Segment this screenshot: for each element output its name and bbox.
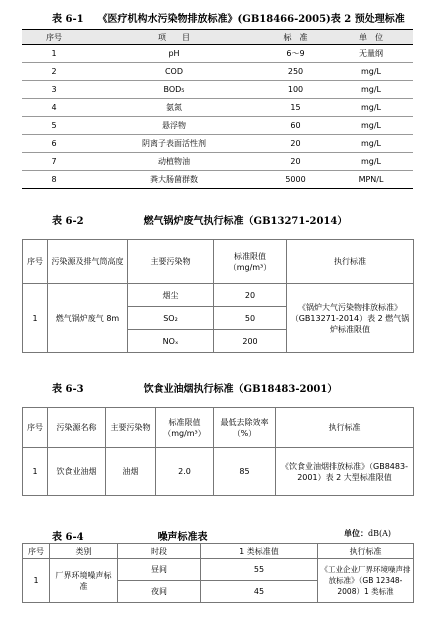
table-cell: 4: [22, 99, 86, 117]
table-cell: 3: [22, 81, 86, 99]
table-cell: 《饮食业油烟排放标准》（GB8483-2001）表 2 大型标准限值: [276, 448, 414, 496]
table-cell: 1: [22, 45, 86, 63]
table-cell: 6: [22, 135, 86, 153]
table-cell: 饮食业油烟: [48, 448, 106, 496]
table2-header-row: [23, 240, 414, 284]
table-cell: 氨氮: [86, 99, 262, 117]
table-cell: 1: [23, 559, 50, 603]
table-cell: 《工业企业厂界环境噪声排放标准》（GB 12348-2008）1 类标准: [318, 559, 414, 603]
table-cell: 20: [214, 284, 287, 307]
table4-caption: [52, 528, 208, 543]
table4-unit: [344, 528, 391, 539]
table3-caption: [52, 380, 337, 395]
table-cell: 20: [262, 135, 329, 153]
table-cell: 5000: [285, 175, 306, 184]
table-cell: 60: [262, 117, 329, 135]
table-cell: 250: [262, 63, 329, 81]
table-row: [23, 284, 414, 307]
table3-header-cell: 主要污染物: [106, 408, 156, 448]
table-cell: 粪大肠菌群数: [150, 175, 198, 184]
table-cell: 2.0: [156, 448, 214, 496]
table-cell: 动植物油: [86, 153, 262, 171]
table2-caption: [52, 212, 347, 227]
table-cell: 1: [23, 448, 48, 496]
table3: [22, 407, 414, 496]
table2-header-cell: 污染源及排气筒高度: [48, 240, 128, 284]
table3-header-cell: 执行标准: [276, 408, 414, 448]
table-cell: 100: [262, 81, 329, 99]
table-cell: BOD₅: [86, 81, 262, 99]
table2: [22, 239, 414, 353]
table-cell: MPN/L: [358, 175, 384, 184]
table1-caption: [52, 10, 405, 25]
table-row: [23, 559, 414, 581]
table-row: [22, 117, 413, 135]
table2-header-cell: 执行标准: [287, 240, 414, 284]
table-cell: mg/L: [329, 63, 413, 81]
table-cell: mg/L: [329, 135, 413, 153]
table-cell: 15: [262, 99, 329, 117]
table-cell: 5: [22, 117, 86, 135]
table3-header-cell: 序号: [23, 408, 48, 448]
table-cell: 阴离子表面活性剂: [86, 135, 262, 153]
table-row: [22, 153, 413, 171]
table-cell: 夜间: [118, 581, 201, 603]
table4-title: 噪声标准表: [157, 532, 208, 543]
table-cell: 20: [262, 153, 329, 171]
table1-number: 表 6-1: [52, 14, 84, 25]
table-cell: pH: [86, 45, 262, 63]
table1-title: 《医疗机构水污染物排放标准》(GB18466-2005)表 2 预处理标准: [97, 14, 405, 25]
table1-header-cell: 项 目: [86, 30, 262, 45]
table2-title: 燃气锅炉废气执行标准（GB13271-2014）: [143, 216, 348, 227]
table-cell: COD: [86, 63, 262, 81]
table1-header-cell: 单 位: [329, 30, 413, 45]
table-cell: 45: [201, 581, 318, 603]
table-cell: mg/L: [329, 153, 413, 171]
table3-header-cell: 污染源名称: [48, 408, 106, 448]
table2-header-cell: 主要污染物: [128, 240, 214, 284]
table4-header-cell: 序号: [23, 544, 50, 559]
table4-header-cell: 1 类标准值: [201, 544, 318, 559]
table1-header-cell: 序号: [22, 30, 86, 45]
table-row: [22, 45, 413, 63]
table-cell: 悬浮物: [86, 117, 262, 135]
table-row: [22, 135, 413, 153]
table3-number: 表 6-3: [52, 384, 84, 395]
table-row: [22, 99, 413, 117]
table-cell: 2: [22, 63, 86, 81]
table-cell: 7: [22, 153, 86, 171]
table-cell: 厂界环境噪声标准: [50, 559, 118, 603]
table4-number: 表 6-4: [52, 532, 84, 543]
table-cell: 油烟: [106, 448, 156, 496]
table1-header-row: [22, 30, 413, 45]
table1: [22, 29, 413, 189]
table3-header-row: [23, 408, 414, 448]
table-cell: 燃气锅炉废气 8m: [48, 284, 128, 353]
table4-header-row: [23, 544, 414, 559]
table4-header-cell: 类别: [50, 544, 118, 559]
table-cell: 《锅炉大气污染物排放标准》（GB13271-2014）表 2 燃气锅炉标准限值: [287, 284, 414, 353]
table-cell: 55: [201, 559, 318, 581]
unit-label: 单位：: [344, 528, 368, 538]
table-cell: 85: [214, 448, 276, 496]
table-cell: 1: [23, 284, 48, 353]
unit-value: dB(A): [368, 529, 392, 538]
table3-header-cell: 最低去除效率（%）: [214, 408, 276, 448]
table-cell: 无量纲: [329, 45, 413, 63]
table-cell: mg/L: [329, 99, 413, 117]
table-cell: SO₂: [128, 307, 214, 330]
table-cell: 8: [51, 175, 57, 184]
table1-header-cell: 标 准: [262, 30, 329, 45]
table-cell: 烟尘: [128, 284, 214, 307]
table-cell: mg/L: [329, 81, 413, 99]
table-cell: 昼间: [118, 559, 201, 581]
table2-header-cell: 标准限值（mg/m³）: [214, 240, 287, 284]
table3-header-cell: 标准限值（mg/m³）: [156, 408, 214, 448]
table-cell: NOₓ: [128, 330, 214, 353]
table-cell: mg/L: [329, 117, 413, 135]
table4: [22, 543, 414, 603]
table2-number: 表 6-2: [52, 216, 84, 227]
table3-title: 饮食业油烟执行标准（GB18483-2001）: [143, 384, 338, 395]
table-cell: 200: [214, 330, 287, 353]
table-row: [23, 448, 414, 496]
table-row: [22, 81, 413, 99]
table4-header-cell: 时段: [118, 544, 201, 559]
table4-header-cell: 执行标准: [318, 544, 414, 559]
table-cell: 6～9: [262, 45, 329, 63]
table2-header-cell: 序号: [23, 240, 48, 284]
table-row: [22, 171, 413, 189]
table-row: [22, 63, 413, 81]
table-cell: 50: [214, 307, 287, 330]
